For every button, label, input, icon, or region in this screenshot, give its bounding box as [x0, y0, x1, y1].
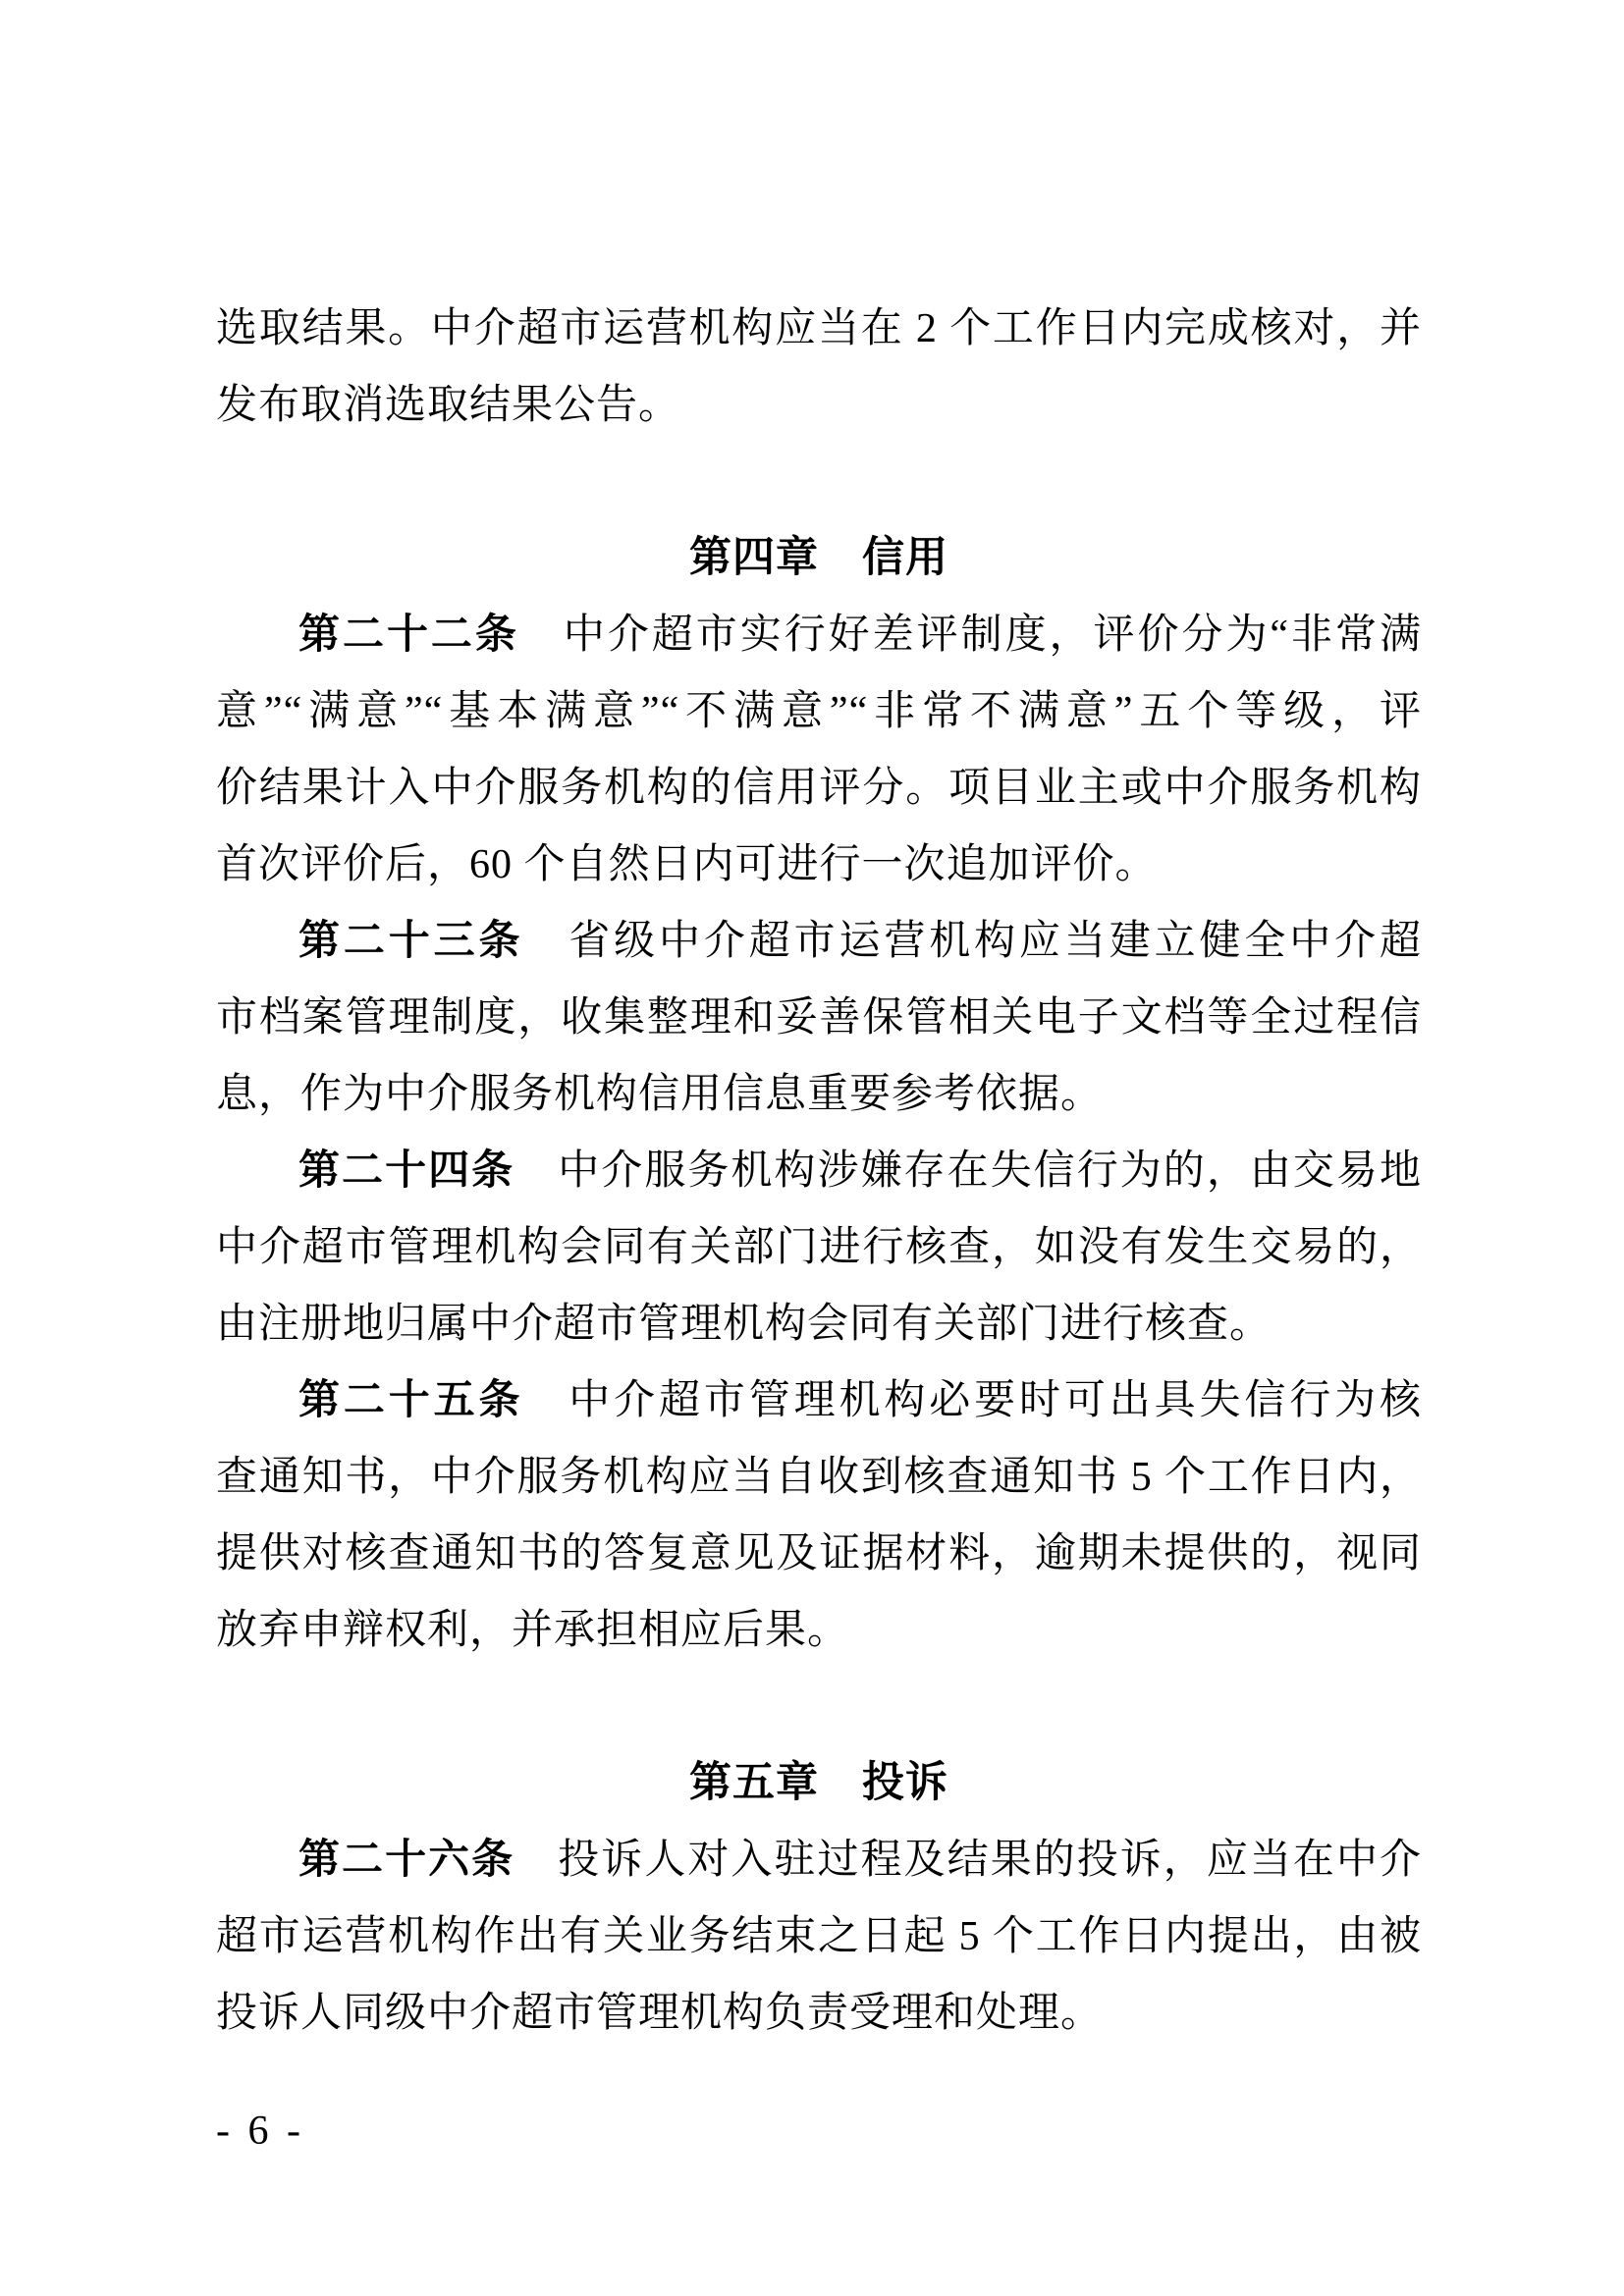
text-line: [216, 1439, 1422, 1516]
blank-line: [216, 444, 1422, 520]
line-text: 市档案管理制度，收集整理和妥善保管相关电子文档等全过程信: [216, 995, 1422, 1041]
line-text: 息，作为中介服务机构信用信息重要参考依据。: [216, 1072, 1104, 1117]
line-text: 中介超市管理机构必要时可出具失信行为核: [523, 1378, 1422, 1423]
text-line: [216, 903, 1422, 980]
document-text-block: [216, 291, 1422, 2052]
line-text: 放弃申辩权利，并承担相应后果。: [216, 1608, 850, 1653]
text-line: [216, 750, 1422, 827]
line-text: 中介超市管理机构会同有关部门进行核查，如没有发生交易的，: [216, 1225, 1422, 1270]
text-line: [216, 1209, 1422, 1286]
line-text: 由注册地归属中介超市管理机构会同有关部门进行核查。: [216, 1302, 1272, 1347]
text-line: [216, 1592, 1422, 1669]
line-text: 超市运营机构作出有关业务结束之日起 5 个工作日内提出，由被: [216, 1914, 1422, 1959]
text-line: [216, 1362, 1422, 1439]
line-text: 提供对核查通知书的答复意见及证据材料，逾期未提供的，视同: [216, 1531, 1422, 1576]
page-number: - 6 -: [216, 2109, 304, 2154]
text-line: [216, 1286, 1422, 1362]
line-text: 意”“满意”“基本满意”“不满意”“非常不满意”五个等级，评: [216, 689, 1422, 734]
chapter-heading-credit: [216, 520, 1422, 597]
line-text: 投诉人同级中介超市管理机构负责受理和处理。: [216, 1991, 1104, 2036]
article-label-22: 第二十二条: [298, 613, 519, 658]
text-line: [216, 673, 1422, 750]
text-line: [216, 1056, 1422, 1133]
text-line: [216, 291, 1422, 367]
line-text: 省级中介超市运营机构应当建立健全中介超: [523, 919, 1422, 964]
text-line: [216, 1822, 1422, 1898]
chapter-heading-complaint: [216, 1745, 1422, 1822]
article-label-24: 第二十四条: [298, 1148, 515, 1194]
text-line: [216, 1975, 1422, 2052]
text-line: [216, 827, 1422, 903]
line-text: 发布取消选取结果公告。: [216, 383, 681, 428]
line-text: 中介服务机构涉嫌存在失信行为的，由交易地: [514, 1148, 1422, 1194]
article-label-23: 第二十三条: [298, 919, 524, 964]
text-line: [216, 367, 1422, 444]
text-line: [216, 1898, 1422, 1975]
line-text: 查通知书，中介服务机构应当自收到核查通知书 5 个工作日内，: [216, 1455, 1422, 1500]
line-text: 首次评价后，60 个自然日内可进行一次追加评价。: [216, 842, 1158, 887]
chapter-heading-text: 第五章 投诉: [689, 1760, 948, 1806]
blank-line: [216, 1669, 1422, 1745]
text-line: [216, 1133, 1422, 1209]
text-line: [216, 597, 1422, 673]
article-label-26: 第二十六条: [298, 1838, 515, 1883]
line-text: 选取结果。中介超市运营机构应当在 2 个工作日内完成核对，并: [216, 306, 1422, 351]
line-text: 价结果计入中介服务机构的信用评分。项目业主或中介服务机构: [216, 766, 1422, 811]
line-text: 投诉人对入驻过程及结果的投诉，应当在中介: [514, 1838, 1422, 1883]
text-line: [216, 980, 1422, 1056]
line-text: 中介超市实行好差评制度，评价分为“非常满: [518, 613, 1422, 658]
article-label-25: 第二十五条: [298, 1378, 524, 1423]
chapter-heading-text: 第四章 信用: [689, 535, 948, 581]
text-line: [216, 1516, 1422, 1592]
